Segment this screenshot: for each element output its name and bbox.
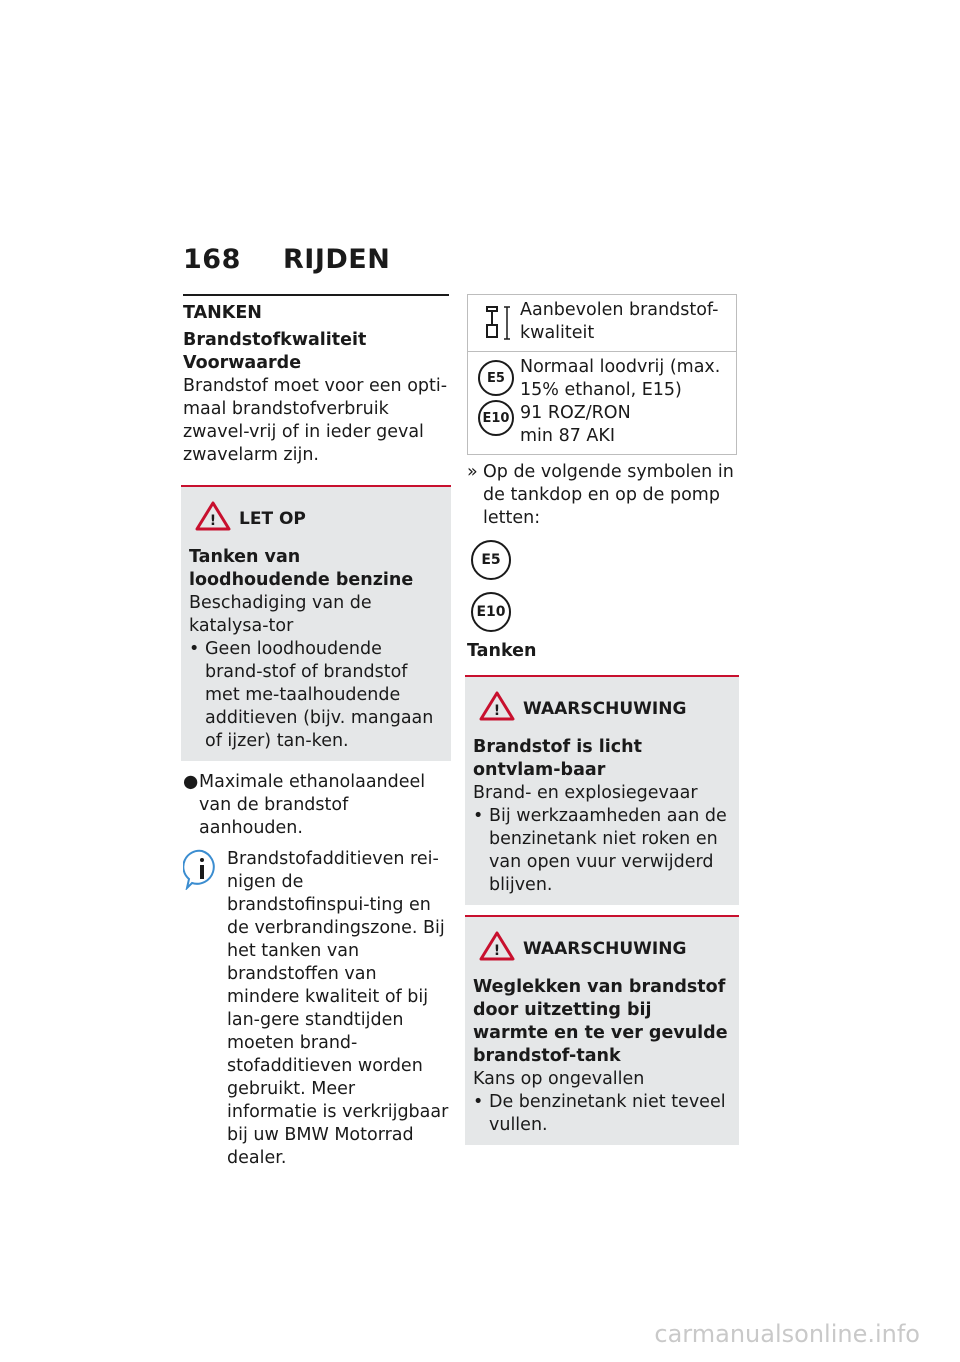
e5-icon: E5 xyxy=(478,360,514,396)
warning-bullet: • De benzinetank niet teveel vullen. xyxy=(473,1091,731,1137)
badge-symbol xyxy=(471,592,737,632)
warning-title: Brandstof is licht ontvlam-baar xyxy=(473,737,642,780)
svg-text:!: ! xyxy=(493,703,501,719)
left-column xyxy=(183,294,449,1170)
fuel-spec-line: 91 ROZ/RON xyxy=(520,403,631,423)
watermark: carmanualsonline.info xyxy=(654,1320,920,1348)
svg-text:!: ! xyxy=(209,513,217,529)
warning-bullet-text: De benzinetank niet teveel vullen. xyxy=(489,1092,726,1135)
warning-label: WAARSCHUWING xyxy=(523,699,687,719)
page-number: 168 xyxy=(183,244,241,275)
right-column xyxy=(467,294,737,1145)
warning-title: Weglekken van brandstof door uitzetting bij warmte en te ver gevulde brandstof-tank xyxy=(473,977,728,1066)
warning-subtitle: Kans op ongevallen xyxy=(473,1069,645,1089)
fuel-table-row xyxy=(468,295,736,351)
intro-paragraph: Brandstof moet voor een opti-maal brandstofverbruik zwavel-vrij of in ieder geval zwavelarm zijn. xyxy=(183,376,448,465)
action-text: Maximale ethanolaandeel van de brandstof aanhouden. xyxy=(199,772,426,838)
fuel-table xyxy=(467,294,737,455)
warning-triangle-icon xyxy=(479,691,515,728)
fuel-badges xyxy=(472,356,520,448)
fuel-pump-icon xyxy=(472,299,520,345)
e10-icon: E10 xyxy=(478,400,514,436)
subheading-refuel: Tanken xyxy=(467,641,537,661)
section-rule xyxy=(183,294,449,325)
fuel-table-row xyxy=(468,351,736,454)
caution-box xyxy=(181,485,451,761)
fuel-spec-line: min 87 AKI xyxy=(520,426,616,446)
warning-bullet-text: Bij werkzaamheden aan de benzinetank niet roken en van open vuur verwijderd blijven. xyxy=(489,806,727,895)
subtitle-requirement: Voorwaarde xyxy=(183,353,302,373)
page-header xyxy=(183,244,390,275)
warning-triangle-icon xyxy=(195,501,231,538)
warning-header xyxy=(473,691,731,728)
chapter-title: RIJDEN xyxy=(283,244,391,275)
section-title: TANKEN xyxy=(183,303,262,323)
e5-icon: E5 xyxy=(471,540,511,580)
info-text: Brandstofadditieven rei-nigen de brandstofinspui-ting en de verbrandingszone. Bij het tanken van brandstoffen van mindere kwaliteit of bij lan-gere standtijden moeten brand-stofadditieven worden gebruikt. Meer informatie is verkrijgbaar bij uw BMW Motorrad dealer. xyxy=(227,849,449,1168)
warning-triangle-icon xyxy=(479,931,515,968)
badge-symbol xyxy=(471,540,737,580)
fuel-spec-line: Normaal loodvrij (max. 15% ethanol, E15) xyxy=(520,357,721,400)
svg-text:!: ! xyxy=(493,943,501,959)
caution-header xyxy=(189,501,443,538)
instruction-text: Op de volgende symbolen in de tankdop en op de pomp letten: xyxy=(483,462,734,528)
caution-label: LET OP xyxy=(239,509,306,529)
warning-label: WAARSCHUWING xyxy=(523,939,687,959)
info-note xyxy=(183,848,449,1170)
warning-subtitle: Brand- en explosiegevaar xyxy=(473,783,698,803)
info-icon xyxy=(183,848,227,1170)
recommended-fuel: Aanbevolen brandstof-kwaliteit xyxy=(520,300,719,343)
caution-bullet: • Geen loodhoudende brand-stof of brandstof met me-taalhoudende additieven (bijv. mangaan of ijzer) tan-ken. xyxy=(189,638,443,753)
instruction-item: » Op de volgende symbolen in de tankdop en op de pomp letten: xyxy=(467,461,737,530)
warning-box xyxy=(465,915,739,1145)
subtitle-fuel-quality: Brandstofkwaliteit xyxy=(183,330,367,350)
e10-icon: E10 xyxy=(471,592,511,632)
warning-box xyxy=(465,675,739,905)
caution-title: Tanken van loodhoudende benzine xyxy=(189,547,414,590)
caution-subtitle: Beschadiging van de katalysa-tor xyxy=(189,593,372,636)
caution-bullet-text: Geen loodhoudende brand-stof of brandstof met me-taalhoudende additieven (bijv. mangaan of ijzer) tan-ken. xyxy=(205,639,434,751)
warning-bullet: • Bij werkzaamheden aan de benzinetank niet roken en van open vuur verwijderd blijven. xyxy=(473,805,731,897)
warning-header xyxy=(473,931,731,968)
action-item: ● Maximale ethanolaandeel van de brandstof aanhouden. xyxy=(183,771,449,840)
fuel-spec xyxy=(520,356,732,448)
